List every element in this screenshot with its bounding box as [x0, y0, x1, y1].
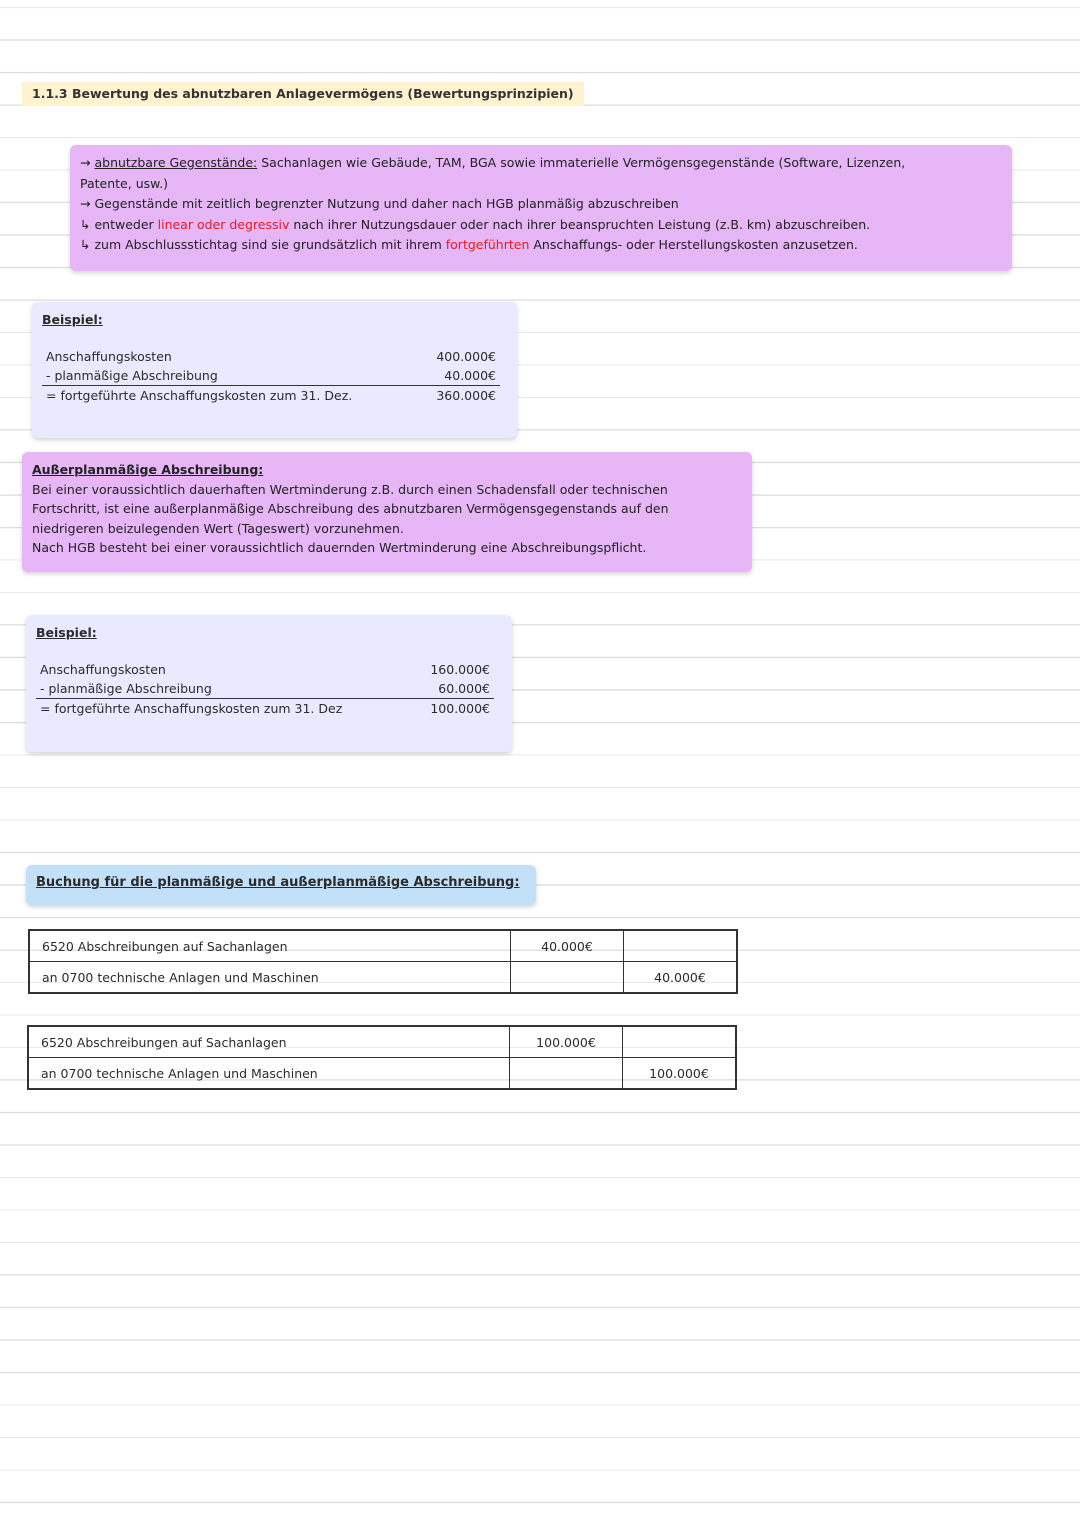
example-box-1: [32, 302, 517, 438]
journal-entry-2: [27, 1025, 737, 1090]
definition-line-2: Patente, usw.): [80, 175, 169, 191]
credit-amount: 100.000€: [623, 1058, 737, 1090]
table-row: = fortgeführte Anschaffungskosten zum 31. Dez 100.000€: [40, 701, 490, 716]
definition-term: abnutzbare Gegenstände:: [94, 155, 258, 170]
corner-arrow-icon: ↳: [80, 237, 91, 252]
debit-account: 6520 Abschreibungen auf Sachanlagen: [29, 930, 511, 962]
impairment-line-2: Fortschritt, ist eine außerplanmäßige Abschreibung des abnutzbaren Vermögensgegenstands auf den: [32, 501, 669, 516]
highlight-fortgefuehrten: fortgeführten: [445, 237, 530, 252]
table-row: [28, 1058, 736, 1090]
debit-account: 6520 Abschreibungen auf Sachanlagen: [28, 1026, 510, 1058]
table-row: [29, 930, 737, 962]
impairment-box: [22, 452, 752, 572]
debit-amount: 100.000€: [510, 1026, 623, 1058]
table-row: - planmäßige Abschreibung 60.000€: [36, 679, 494, 699]
highlight-linear-degressiv: linear oder degressiv: [157, 216, 290, 232]
definition-line-3: → Gegenstände mit zeitlich begrenzter Nutzung und daher nach HGB planmäßig abzuschreiben: [80, 196, 679, 211]
credit-account: an 0700 technische Anlagen und Maschinen: [28, 1058, 510, 1090]
booking-heading: Buchung für die planmäßige und außerplanmäßige Abschreibung:: [26, 865, 536, 905]
impairment-line-4: Nach HGB besteht bei einer voraussichtlich dauernden Wertminderung eine Abschreibungspflicht.: [32, 540, 647, 555]
section-title-paren: (Bewertungsprinzipien): [407, 86, 574, 101]
definition-line-4: ↳ entweder linear oder degressiv nach ihrer Nutzungsdauer oder nach ihrer beanspruchten Leistung (z.B. km) abzuschreiben.: [80, 216, 871, 232]
example-calculation-table: [36, 660, 494, 718]
definition-line-1: → abnutzbare Gegenstände: Sachanlagen wie Gebäude, TAM, BGA sowie immaterielle Vermögensgegenstände (Software, Lizenzen,: [80, 155, 906, 170]
impairment-line-1: Bei einer voraussichtlich dauerhaften Wertminderung z.B. durch einen Schadensfall oder technischen: [32, 481, 668, 497]
example-calculation-table: [42, 347, 500, 405]
definition-line-5: ↳ zum Abschlussstichtag sind sie grundsätzlich mit ihrem fortgeführten Anschaffungs- oder Herstellungskosten anzusetzen.: [80, 237, 858, 252]
definition-box: [70, 145, 1012, 271]
table-row: Anschaffungskosten 160.000€: [40, 662, 490, 677]
example-label: Beispiel:: [42, 312, 103, 327]
table-row: [28, 1026, 736, 1058]
corner-arrow-icon: ↳: [80, 216, 91, 232]
credit-account: an 0700 technische Anlagen und Maschinen: [29, 962, 511, 994]
section-title-text: 1.1.3 Bewertung des abnutzbaren Anlagevermögens: [32, 86, 404, 101]
debit-amount: 40.000€: [511, 930, 624, 962]
journal-entry-1: [28, 929, 738, 994]
table-row: - planmäßige Abschreibung 40.000€: [42, 366, 500, 386]
arrow-right-icon: →: [80, 155, 91, 170]
example-box-2: [26, 615, 512, 752]
table-row: = fortgeführte Anschaffungskosten zum 31. Dez. 360.000€: [46, 388, 496, 403]
example-label: Beispiel:: [36, 625, 97, 640]
table-row: [29, 962, 737, 994]
impairment-line-3: niedrigeren beizulegenden Wert (Tageswert) vorzunehmen.: [32, 520, 404, 536]
credit-amount: 40.000€: [624, 962, 738, 994]
arrow-right-icon: →: [80, 196, 91, 211]
impairment-heading: Außerplanmäßige Abschreibung:: [32, 462, 264, 477]
section-title: [22, 82, 584, 106]
table-row: Anschaffungskosten 400.000€: [46, 349, 496, 364]
